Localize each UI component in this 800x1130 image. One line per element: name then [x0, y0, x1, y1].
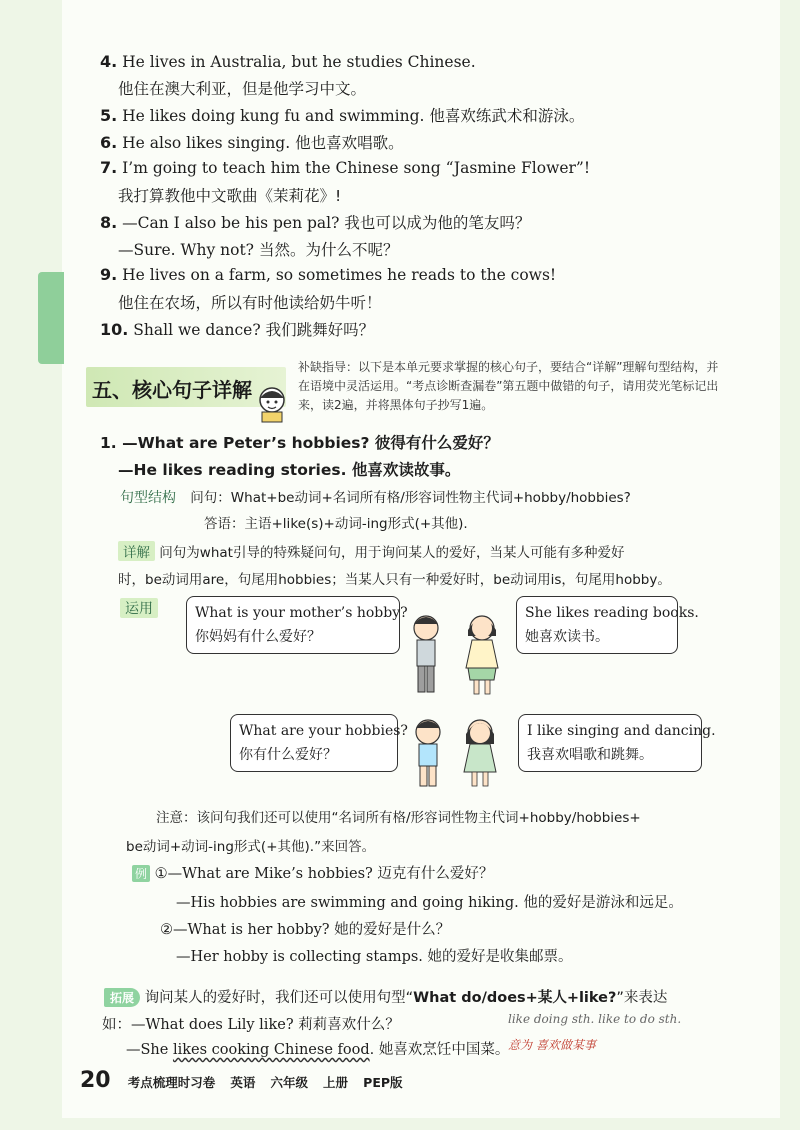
sentence-number: 4.	[100, 52, 118, 71]
bubble-en: What are your hobbies?	[239, 723, 408, 739]
sentence-number: 7.	[100, 158, 118, 177]
subject: 英语	[230, 1075, 256, 1090]
handwritten-note-1: like doing sth. like to do sth.	[508, 1012, 682, 1026]
sentence-4-zh: 他住在澳大利亚，但是他学习中文。	[118, 80, 367, 98]
structure-answer: 答语：主语+like(s)+动词-ing形式(+其他).	[204, 516, 468, 532]
sentence-zh: 我也可以成为他的笔友吗？	[344, 214, 531, 232]
sentence-number: 6.	[100, 133, 118, 152]
item1-question	[100, 431, 499, 453]
sentence-en: Shall we dance?	[133, 321, 261, 339]
extension-example-q-zh: 莉莉喜欢什么？	[298, 1017, 400, 1033]
edition: PEP版	[363, 1075, 403, 1090]
note-line-2: be动词+动词-ing形式(+其他).”来回答。	[126, 839, 376, 855]
example-zh: 他的爱好是游泳和远足。	[523, 895, 683, 911]
speech-bubble-4	[518, 714, 716, 772]
sentence-8	[100, 211, 530, 233]
example-en: —Her hobby is collecting stamps.	[176, 949, 423, 965]
item1-answer	[118, 458, 460, 480]
bubble-en: She likes reading books.	[525, 605, 699, 621]
study-guide-note: 补缺指导：以下是本单元要求掌握的核心句子，要结合“详解”理解句型结构，并在语境中灵活运用。“考点诊断查漏卷”第五题中做错的句子，请用荧光笔标记出来，读2遍，并将黑体句子抄写1遍。	[298, 360, 719, 412]
page-number: 20	[80, 1068, 111, 1093]
bubble-zh: 你妈妈有什么爱好？	[195, 629, 321, 645]
speech-bubble-3	[230, 714, 408, 772]
example-zh: 迈克有什么爱好？	[377, 866, 494, 882]
example-en: —His hobbies are swimming and going hiking.	[176, 895, 519, 911]
handwritten-note-2: 意为 喜欢做某事	[508, 1038, 596, 1052]
speech-bubble-1	[186, 596, 408, 654]
sentence-zh: 他也喜欢唱歌。	[295, 134, 404, 152]
sentence-7	[100, 158, 590, 177]
extension-example-q: 如：—What does Lily like?	[102, 1017, 294, 1033]
extension-line-2	[102, 1013, 400, 1034]
example-2-answer	[176, 945, 573, 966]
example-1-question	[132, 862, 493, 883]
sentence-en: He also likes singing.	[122, 134, 291, 152]
sentence-en: —Can I also be his pen pal?	[122, 214, 340, 232]
sentence-number: 9.	[100, 265, 118, 284]
sentence-10	[100, 318, 374, 340]
extension-pattern: What do/does+某人+like?	[413, 990, 617, 1006]
usage-label: 运用	[120, 598, 158, 618]
sentence-6	[100, 131, 404, 153]
boy-and-girl-illustration	[400, 606, 510, 702]
sentence-4	[100, 52, 476, 71]
sentence-zh: 当然。为什么不呢？	[258, 241, 399, 259]
example-2-question	[160, 918, 450, 939]
sentence-7-zh: 我打算教他中文歌曲《茉莉花》!	[118, 187, 342, 205]
bubble-en: What is your mother’s hobby?	[195, 605, 408, 621]
detail-text-1: 问句为what引导的特殊疑问句，用于询问某人的爱好，当某人可能有多种爱好	[159, 545, 625, 561]
example-label: 例	[132, 865, 150, 882]
sentence-number: 8.	[100, 213, 118, 232]
sentence-zh: 我们跳舞好吗？	[265, 321, 375, 339]
extension-line-1	[104, 986, 667, 1007]
detail-line-1	[118, 541, 624, 561]
extension-line-3: —She likes cooking Chinese food. 她喜欢烹饪中国菜。	[126, 1042, 510, 1058]
page-footer	[80, 1068, 403, 1093]
answer-en: —He likes reading stories.	[118, 461, 347, 479]
sentence-9-zh: 他住在农场，所以有时他读给奶牛听！	[118, 294, 382, 312]
question-zh: 彼得有什么爱好？	[374, 434, 499, 452]
sentence-9	[100, 265, 556, 284]
question-en: 1. —What are Peter’s hobbies?	[100, 434, 370, 452]
sentence-en: He lives in Australia, but he studies Chinese.	[122, 53, 476, 71]
example-zh: 她的爱好是收集邮票。	[427, 949, 573, 965]
student-reading-icon	[254, 384, 290, 424]
side-tab	[38, 272, 64, 364]
extension-text: 询问某人的爱好时，我们还可以使用句型“	[144, 990, 414, 1006]
note-line-1: 注意：该问句我们还可以使用“名词所有格/形容词性物主代词+hobby/hobbies+	[156, 810, 641, 826]
detail-label: 详解	[118, 541, 155, 561]
bubble-en: I like singing and dancing.	[527, 723, 716, 739]
example-zh: 她的爱好是什么？	[334, 922, 451, 938]
term: 上册	[323, 1075, 349, 1090]
example-en: ①—What are Mike’s hobbies?	[154, 866, 373, 882]
structure-question-text: 问句：What+be动词+名词所有格/形容词性物主代词+hobby/hobbies?	[190, 490, 631, 506]
book-title: 考点梳理时习卷	[127, 1075, 216, 1090]
answer-zh: 他喜欢读故事。	[351, 461, 461, 479]
sentence-zh: 他喜欢练武术和游泳。	[429, 107, 585, 125]
bubble-zh: 我喜欢唱歌和跳舞。	[527, 747, 653, 763]
bubble-zh: 她喜欢读书。	[525, 629, 609, 645]
sentence-en: I’m going to teach him the Chinese song “Jasmine Flower”!	[122, 159, 591, 177]
sentence-5	[100, 104, 584, 126]
section-title: 五、核心句子详解	[92, 378, 252, 402]
structure-label: 句型结构	[120, 490, 176, 506]
example-en: ②—What is her hobby?	[160, 922, 330, 938]
structure-question	[120, 486, 631, 507]
wavy-underlined-phrase: likes cooking Chinese food	[172, 1042, 370, 1058]
extension-text-end: ”来表达	[616, 990, 668, 1006]
sentence-number: 5.	[100, 106, 118, 125]
speech-bubble-2	[516, 596, 699, 654]
sentence-en: He likes doing kung fu and swimming.	[122, 107, 425, 125]
two-children-illustration	[404, 712, 504, 792]
sentence-number: 10.	[100, 320, 129, 339]
extension-label: 拓展	[104, 988, 140, 1007]
sentence-en: He lives on a farm, so sometimes he reads to the cows!	[122, 266, 557, 284]
sentence-en: —Sure. Why not?	[118, 241, 254, 259]
sentence-8-reply	[118, 238, 398, 260]
detail-line-2: 时，be动词用are，句尾用hobbies；当某人只有一种爱好时，be动词用is，句尾用hobby。	[118, 572, 671, 588]
bubble-zh: 你有什么爱好？	[239, 747, 337, 763]
grade: 六年级	[270, 1075, 308, 1090]
example-1-answer	[176, 891, 683, 912]
